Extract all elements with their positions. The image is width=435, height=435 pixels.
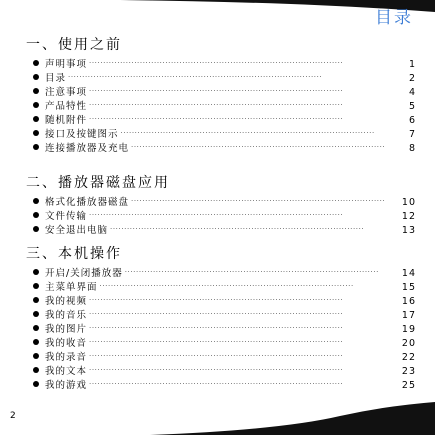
dot-leader: ·························································································· <box>89 324 344 332</box>
toc-item-label: 连接播放器及充电 <box>45 143 130 154</box>
toc-list <box>26 58 416 156</box>
dot-leader: ·························································································· <box>131 143 386 151</box>
bullet-icon <box>33 88 39 94</box>
toc-item[interactable] <box>33 142 416 156</box>
bullet-icon <box>33 381 39 387</box>
toc-item-page: 17 <box>401 310 416 321</box>
toc-item-page: 10 <box>401 197 416 208</box>
section-heading: 二、播放器磁盘应用 <box>26 175 170 191</box>
bullet-icon <box>33 198 39 204</box>
toc-section-disk-usage <box>26 174 416 238</box>
toc-item-label: 我的收音 <box>45 338 88 349</box>
toc-item[interactable] <box>33 379 416 393</box>
toc-item-page: 25 <box>401 380 416 391</box>
dot-leader: ·························································································· <box>89 87 344 95</box>
toc-item-label: 注意事项 <box>45 87 88 98</box>
bullet-icon <box>33 116 39 122</box>
top-swoosh-decoration <box>0 0 435 14</box>
dot-leader: ·························································································· <box>89 352 344 360</box>
toc-item-label: 随机附件 <box>45 115 88 126</box>
toc-item-page: 8 <box>408 143 416 154</box>
dot-leader: ·························································································· <box>131 197 386 205</box>
toc-item-page: 4 <box>408 87 416 98</box>
bullet-icon <box>33 367 39 373</box>
dot-leader: ·························································································· <box>89 115 344 123</box>
toc-item-page: 14 <box>401 268 416 279</box>
dot-leader: ·························································································· <box>120 129 375 137</box>
bullet-icon <box>33 226 39 232</box>
page-number: 2 <box>10 411 16 421</box>
toc-item-page: 2 <box>408 73 416 84</box>
page-title: 目录 <box>375 8 413 28</box>
toc-item-page: 20 <box>401 338 416 349</box>
toc-item-label: 我的游戏 <box>45 380 88 391</box>
section-heading: 三、本机操作 <box>26 246 122 262</box>
toc-item-label: 我的视频 <box>45 296 88 307</box>
toc-item-label: 主菜单界面 <box>45 282 98 293</box>
bullet-icon <box>33 325 39 331</box>
dot-leader: ·························································································· <box>124 268 379 276</box>
toc-item-label: 开启/关闭播放器 <box>45 268 123 279</box>
toc-list <box>26 196 416 238</box>
bullet-icon <box>33 283 39 289</box>
toc-item-label: 目录 <box>45 73 67 84</box>
bullet-icon <box>33 74 39 80</box>
dot-leader: ·························································································· <box>68 73 323 81</box>
toc-item-label: 我的文本 <box>45 366 88 377</box>
toc-item-page: 6 <box>408 115 416 126</box>
toc-item-label: 接口及按键图示 <box>45 129 119 140</box>
bullet-icon <box>33 339 39 345</box>
toc-item-page: 23 <box>401 366 416 377</box>
bullet-icon <box>33 353 39 359</box>
toc-section-operation <box>26 245 416 393</box>
toc-item-label: 文件传输 <box>45 211 88 222</box>
bullet-icon <box>33 60 39 66</box>
toc-item-page: 13 <box>401 225 416 236</box>
toc-item[interactable] <box>33 224 416 238</box>
toc-item-label: 我的图片 <box>45 324 88 335</box>
toc-list <box>26 267 416 393</box>
toc-item-page: 16 <box>401 296 416 307</box>
toc-section-before-use <box>26 36 416 156</box>
dot-leader: ·························································································· <box>89 338 344 346</box>
dot-leader: ·························································································· <box>89 101 344 109</box>
dot-leader: ·························································································· <box>89 211 344 219</box>
dot-leader: ·························································································· <box>89 59 344 67</box>
bullet-icon <box>33 102 39 108</box>
bullet-icon <box>33 130 39 136</box>
toc-item-label: 格式化播放器磁盘 <box>45 197 130 208</box>
bullet-icon <box>33 269 39 275</box>
bullet-icon <box>33 144 39 150</box>
toc-item-page: 22 <box>401 352 416 363</box>
toc-item-label: 我的录音 <box>45 352 88 363</box>
bottom-swoosh-decoration <box>0 402 435 435</box>
dot-leader: ·························································································· <box>110 225 365 233</box>
dot-leader: ·························································································· <box>89 380 344 388</box>
toc-item-label: 安全退出电脑 <box>45 225 109 236</box>
toc-item-page: 12 <box>401 211 416 222</box>
bullet-icon <box>33 297 39 303</box>
bullet-icon <box>33 311 39 317</box>
bullet-icon <box>33 212 39 218</box>
toc-item-page: 7 <box>408 129 416 140</box>
toc-item-label: 产品特性 <box>45 101 88 112</box>
dot-leader: ·························································································· <box>89 296 344 304</box>
section-heading: 一、使用之前 <box>26 37 122 53</box>
dot-leader: ·························································································· <box>99 282 354 290</box>
toc-item-page: 5 <box>408 101 416 112</box>
toc-item-label: 声明事项 <box>45 59 88 70</box>
dot-leader: ·························································································· <box>89 366 344 374</box>
dot-leader: ·························································································· <box>89 310 344 318</box>
toc-item-page: 19 <box>401 324 416 335</box>
toc-item-label: 我的音乐 <box>45 310 88 321</box>
toc-item-page: 1 <box>408 59 416 70</box>
toc-item-page: 15 <box>401 282 416 293</box>
